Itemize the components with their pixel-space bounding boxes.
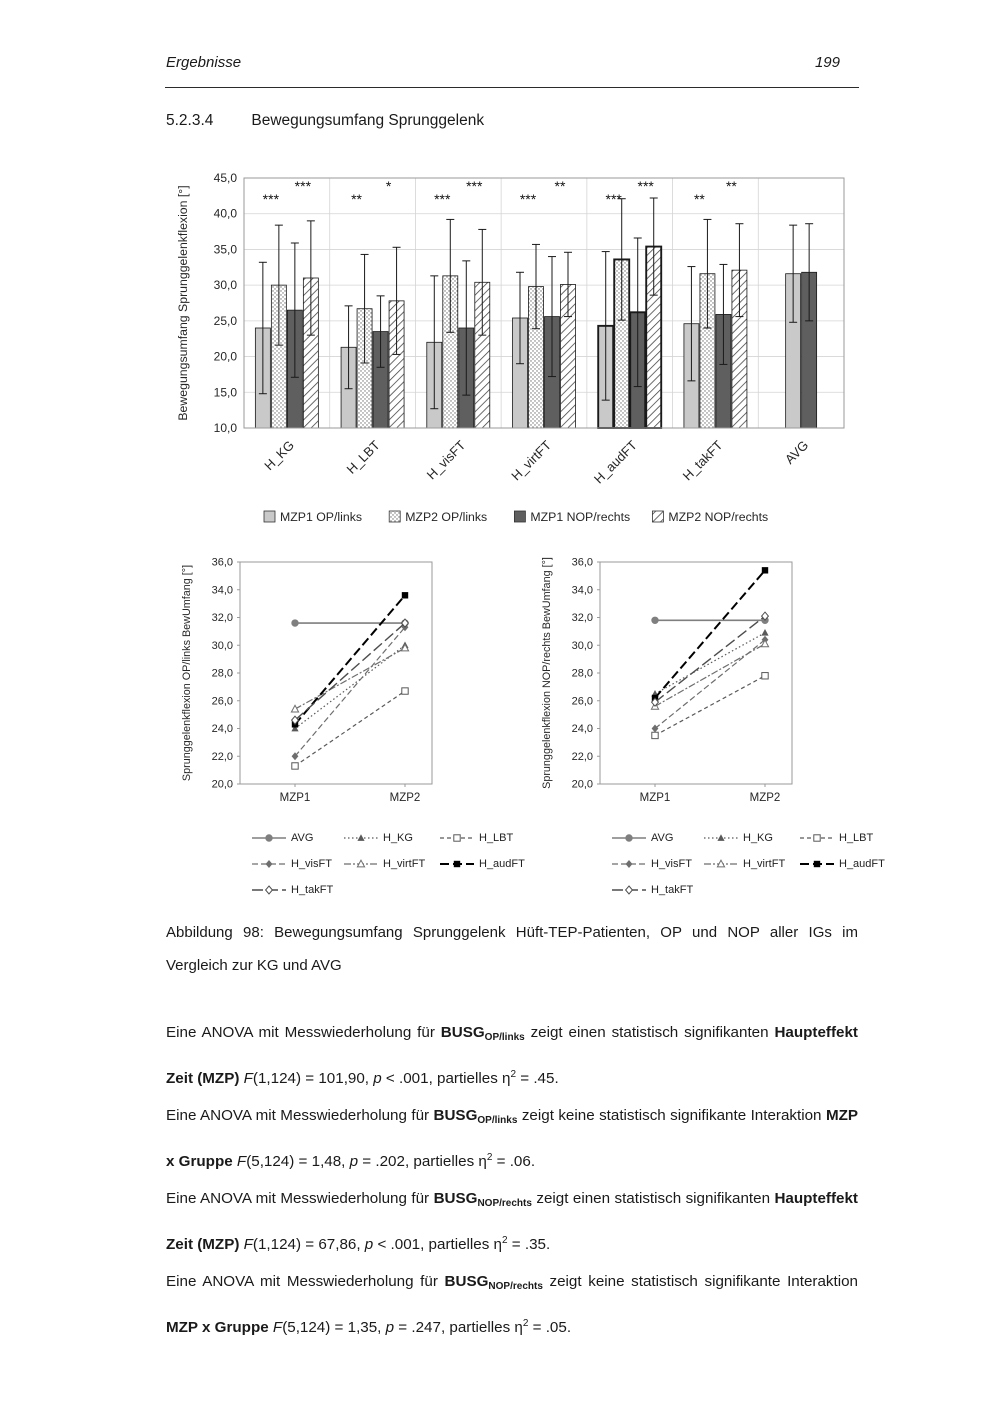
text-segment: p: [349, 1153, 359, 1170]
text-segment: MZP x Gruppe: [166, 1319, 269, 1336]
section-number: 5.2.3.4: [166, 112, 214, 129]
marker-diamond-open: [626, 886, 633, 894]
marker-square-open: [454, 835, 460, 841]
y-tick-label: 35,0: [213, 242, 237, 257]
text-segment: NOP/rechts: [488, 1281, 543, 1292]
sig-marker-op: ***: [262, 191, 280, 207]
marker-circle: [626, 835, 632, 841]
text-segment: F: [243, 1236, 253, 1253]
line-x-label: MZP1: [639, 792, 671, 804]
marker-diamond: [626, 860, 633, 868]
bar-x-label: H_visFT: [423, 437, 469, 483]
text-segment: BUSG: [433, 1190, 478, 1207]
y-tick-label: 45,0: [213, 171, 237, 185]
legend-item-H_audFT: [800, 858, 900, 870]
marker-square: [814, 861, 820, 867]
legend-item-AVG: [252, 832, 344, 844]
line-y-axis-label: Sprunggelenkflexion OP/links BewUmfang [°]: [181, 564, 193, 782]
text-segment: zeigt keine statistisch signifikante Interaktion: [542, 1273, 859, 1290]
series-line-H_takFT: [295, 623, 405, 720]
series-line-H_LBT: [295, 691, 405, 766]
legend-label: H_KG: [383, 832, 413, 844]
sig-marker-op: ***: [434, 191, 451, 207]
sig-marker-nop: ***: [637, 178, 654, 194]
y-tick-label: 30,0: [571, 639, 593, 652]
legend-glyph-square: [800, 858, 834, 870]
text-segment: BUSG: [440, 1024, 485, 1041]
legend-glyph-diamond: [612, 858, 646, 870]
bar-y-axis-label: Bewegungsumfang Sprunggelenkflexion [°]: [176, 185, 190, 421]
legend-item-H_audFT: [440, 858, 540, 870]
sig-marker-op: **: [351, 191, 363, 207]
text-segment: BUSG: [433, 1107, 478, 1124]
legend-glyph-square-open: [800, 832, 834, 844]
y-tick-label: 24,0: [571, 723, 593, 735]
marker-square-open: [762, 673, 768, 679]
sig-marker-nop: ***: [294, 178, 312, 194]
legend-label: AVG: [651, 832, 674, 844]
figure-caption: Abbildung 98: Bewegungsumfang Sprunggelenk Hüft-TEP-Patienten, OP und NOP aller IGs im Vergleich zur KG und AVG: [166, 924, 858, 974]
y-tick-label: 26,0: [211, 695, 233, 708]
section-title: Bewegungsumfang Sprunggelenk: [251, 112, 485, 129]
text-segment: (5,124) = 1,35,: [282, 1319, 386, 1336]
sig-marker-nop: *: [385, 178, 392, 194]
line-x-label: MZP2: [389, 792, 421, 804]
bar-legend-label: MZP2 NOP/rechts: [668, 510, 769, 524]
line-legend-op: [252, 832, 540, 896]
text-segment: Eine ANOVA mit Messwiederholung für: [166, 1190, 434, 1207]
legend-label: H_virtFT: [383, 858, 426, 870]
text-segment: MZP x Gruppe: [166, 1107, 858, 1170]
bar-x-label: H_KG: [261, 437, 297, 474]
text-segment: OP/links: [484, 1032, 525, 1043]
marker-diamond-open: [266, 886, 273, 894]
text-segment: = .06.: [492, 1153, 536, 1170]
text-segment: = .45.: [516, 1070, 559, 1087]
section-heading: [166, 112, 484, 130]
text-segment: Eine ANOVA mit Messwiederholung für: [166, 1107, 434, 1124]
legend-item-H_KG: [344, 832, 440, 844]
marker-triangle-open: [291, 705, 298, 712]
legend-label: H_takFT: [651, 884, 694, 896]
bar-legend-swatch: [389, 511, 400, 522]
y-tick-label: 28,0: [211, 667, 233, 680]
text-segment: OP/links: [477, 1115, 518, 1126]
marker-triangle: [717, 834, 724, 841]
y-tick-label: 36,0: [211, 556, 233, 569]
legend-glyph-triangle-open: [704, 858, 738, 870]
marker-square-open: [292, 763, 298, 769]
bar-x-label: H_virtFT: [508, 437, 555, 484]
sig-marker-nop: **: [725, 178, 737, 194]
bar-x-label: H_takFT: [679, 437, 726, 484]
bar-legend-label: MZP2 OP/links: [405, 510, 488, 524]
bar-x-label: H_LBT: [343, 437, 383, 477]
text-segment: = .202, partielles η: [358, 1153, 487, 1170]
legend-label: H_audFT: [839, 858, 885, 870]
body-paragraphs: [166, 1014, 858, 1346]
text-segment: Haupteffekt Zeit (MZP): [166, 1024, 858, 1087]
bar-chart-figure: [172, 162, 872, 547]
legend-glyph-diamond-open: [612, 884, 646, 896]
text-segment: Eine ANOVA mit Messwiederholung für: [166, 1024, 441, 1041]
marker-circle: [266, 835, 272, 841]
y-tick-label: 34,0: [211, 584, 233, 597]
legend-label: H_visFT: [291, 858, 332, 870]
series-line-H_visFT: [295, 627, 405, 756]
marker-square: [454, 861, 460, 867]
running-header: Ergebnisse: [166, 54, 242, 71]
bar-legend-swatch: [652, 511, 663, 522]
line-chart-nop-svg: [538, 548, 838, 828]
sig-marker-op: ***: [519, 191, 537, 207]
text-segment: 2: [502, 1235, 508, 1246]
y-tick-label: 30,0: [213, 278, 237, 293]
series-line-H_audFT: [655, 570, 765, 698]
y-tick-label: 36,0: [571, 556, 593, 569]
text-segment: < .001, partielles η: [381, 1070, 511, 1087]
line-chart-op-svg: [178, 548, 478, 828]
text-segment: Eine ANOVA mit Messwiederholung für: [166, 1273, 445, 1290]
marker-square-open: [402, 688, 408, 694]
sig-marker-nop: **: [554, 178, 566, 194]
text-segment: p: [373, 1070, 382, 1087]
paragraph: [166, 1097, 858, 1180]
legend-item-H_virtFT: [704, 858, 800, 870]
legend-label: H_visFT: [651, 858, 692, 870]
y-tick-label: 22,0: [571, 750, 593, 763]
paragraph: [166, 1180, 858, 1263]
text-segment: p: [364, 1236, 374, 1253]
y-tick-label: 10,0: [213, 421, 237, 435]
text-segment: zeigt einen statistisch signifikanten: [524, 1024, 775, 1041]
bar-x-label: AVG: [781, 437, 812, 467]
text-segment: (5,124) = 1,48,: [246, 1153, 350, 1170]
legend-label: H_takFT: [291, 884, 334, 896]
series-line-H_LBT: [655, 676, 765, 736]
legend-glyph-diamond: [252, 858, 286, 870]
bar-x-label: H_audFT: [590, 437, 640, 487]
y-tick-label: 20,0: [571, 778, 593, 791]
text-segment: (1,124) = 67,86,: [252, 1236, 365, 1253]
legend-item-H_virtFT: [344, 858, 440, 870]
plot-frame: [244, 178, 844, 428]
text-segment: zeigt keine statistisch signifikante Interaktion: [517, 1107, 826, 1124]
marker-triangle: [357, 834, 364, 841]
legend-label: H_LBT: [839, 832, 874, 844]
y-tick-label: 26,0: [571, 695, 593, 708]
text-segment: Haupteffekt Zeit (MZP): [166, 1190, 858, 1253]
text-segment: F: [243, 1070, 253, 1087]
bar-legend-swatch: [264, 511, 275, 522]
marker-diamond: [266, 860, 273, 868]
legend-glyph-diamond-open: [252, 884, 286, 896]
line-y-axis-label: Sprunggelenkflexion NOP/rechts BewUmfang [°]: [541, 557, 553, 789]
text-segment: p: [385, 1319, 395, 1336]
sig-marker-nop: ***: [466, 178, 483, 194]
marker-square-open: [652, 732, 658, 738]
legend-glyph-circle: [612, 832, 646, 844]
y-tick-label: 40,0: [213, 206, 237, 221]
legend-label: AVG: [291, 832, 314, 844]
legend-label: H_virtFT: [743, 858, 786, 870]
series-line-H_virtFT: [655, 644, 765, 706]
text-segment: 2: [486, 1152, 493, 1163]
paragraph: [166, 1014, 858, 1097]
legend-item-H_takFT: [612, 884, 704, 896]
text-segment: (1,124) = 101,90,: [252, 1070, 374, 1087]
legend-label: H_audFT: [479, 858, 525, 870]
text-segment: BUSG: [444, 1273, 489, 1290]
text-segment: 2: [522, 1318, 529, 1329]
y-tick-label: 22,0: [211, 750, 233, 763]
legend-item-H_KG: [704, 832, 800, 844]
y-tick-label: 24,0: [211, 723, 233, 735]
text-segment: = .35.: [507, 1236, 551, 1253]
line-chart-nop-rechts: [538, 548, 838, 833]
text-segment: zeigt einen statistisch signifikanten: [531, 1190, 775, 1207]
text-segment: < .001, partielles η: [373, 1236, 503, 1253]
text-segment: NOP/rechts: [477, 1198, 532, 1209]
bar-legend-swatch: [514, 511, 525, 522]
text-segment: = .247, partielles η: [394, 1319, 523, 1336]
text-segment: 2: [510, 1069, 517, 1080]
marker-square: [402, 592, 408, 598]
line-x-label: MZP1: [279, 792, 311, 804]
series-line-H_virtFT: [295, 648, 405, 709]
legend-item-H_visFT: [252, 858, 344, 870]
sig-marker-op: ***: [605, 191, 622, 207]
y-tick-label: 34,0: [571, 584, 593, 597]
y-tick-label: 32,0: [571, 612, 593, 624]
legend-glyph-square-open: [440, 832, 474, 844]
header-rule: [165, 87, 859, 88]
legend-item-H_LBT: [440, 832, 540, 844]
legend-glyph-triangle-open: [344, 858, 378, 870]
y-tick-label: 28,0: [571, 667, 593, 680]
legend-glyph-triangle: [704, 832, 738, 844]
marker-square: [762, 567, 768, 573]
bar-legend-label: MZP1 NOP/rechts: [530, 510, 631, 524]
series-line-H_takFT: [655, 616, 765, 702]
legend-glyph-triangle: [344, 832, 378, 844]
legend-glyph-circle: [252, 832, 286, 844]
legend-label: H_LBT: [479, 832, 514, 844]
y-tick-label: 20,0: [211, 778, 233, 791]
legend-item-H_takFT: [252, 884, 344, 896]
marker-triangle: [761, 629, 768, 636]
legend-glyph-square: [440, 858, 474, 870]
y-tick-label: 25,0: [213, 313, 237, 328]
y-tick-label: 32,0: [211, 612, 233, 624]
line-legend-nop: [612, 832, 900, 896]
text-segment: = .05.: [528, 1319, 572, 1336]
paragraph: [166, 1263, 858, 1346]
marker-circle: [292, 620, 298, 626]
marker-diamond: [652, 725, 659, 733]
sig-marker-op: **: [693, 191, 705, 207]
legend-item-H_LBT: [800, 832, 900, 844]
bar-legend-label: MZP1 OP/links: [280, 510, 362, 524]
line-chart-op-links: [178, 548, 478, 833]
text-segment: F: [236, 1153, 247, 1170]
line-x-label: MZP2: [749, 792, 781, 804]
text-segment: F: [272, 1319, 283, 1336]
page-header: [166, 54, 840, 71]
marker-circle: [652, 617, 658, 623]
marker-square-open: [814, 835, 820, 841]
legend-label: H_KG: [743, 832, 773, 844]
bar-chart-svg: [172, 162, 872, 542]
legend-item-H_visFT: [612, 858, 704, 870]
page-number: 199: [814, 54, 840, 71]
legend-item-AVG: [612, 832, 704, 844]
y-tick-label: 20,0: [213, 349, 237, 364]
y-tick-label: 15,0: [213, 385, 237, 400]
y-tick-label: 30,0: [211, 639, 233, 652]
